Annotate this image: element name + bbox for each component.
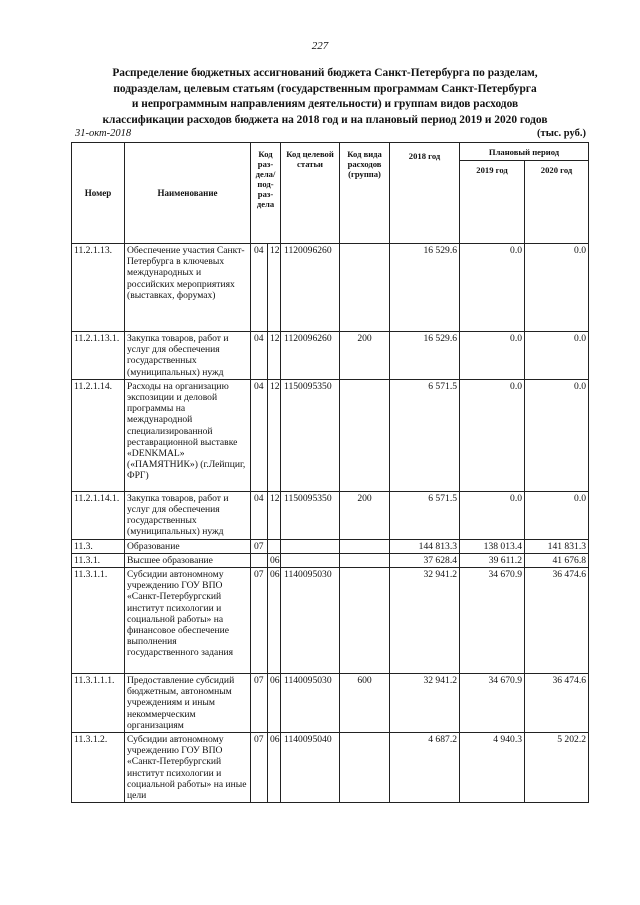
row-section-code: 04: [251, 332, 268, 380]
row-value-2020: 41 676.8: [525, 553, 589, 567]
row-value-2018: 6 571.5: [390, 491, 460, 539]
table-row: [72, 674, 589, 733]
table-row: [72, 332, 589, 380]
row-number: 11.3.1.1.1.: [72, 674, 125, 733]
row-expense-type: 200: [340, 491, 390, 539]
table-row: [72, 379, 589, 491]
table-body: [72, 244, 589, 803]
title-line: подразделам, целевым статьям (государственным программам Санкт-Петербурга: [113, 82, 537, 95]
row-number: 11.2.1.13.1.: [72, 332, 125, 380]
row-value-2019: 0.0: [460, 332, 525, 380]
row-value-2018: 16 529.6: [390, 244, 460, 332]
units-label: (тыс. руб.): [537, 128, 586, 139]
row-value-2019: 4 940.3: [460, 733, 525, 803]
row-subsection-code: 06: [268, 674, 281, 733]
header-number: Номер: [72, 143, 125, 244]
row-target-code: [281, 539, 340, 553]
row-expense-type: [340, 733, 390, 803]
row-number: 11.3.1.1.: [72, 568, 125, 674]
row-name: Расходы на организацию экспозиции и деловой программы на международной специализированной реставрационной выставке «DENKMAL» («ПАМЯТНИК») (г.Лейпциг, ФРГ): [125, 379, 251, 491]
row-value-2020: 0.0: [525, 244, 589, 332]
row-number: 11.2.1.13.: [72, 244, 125, 332]
row-target-code: 1120096260: [281, 244, 340, 332]
header-2019: 2019 год: [460, 161, 525, 244]
row-target-code: 1140095040: [281, 733, 340, 803]
header-2020: 2020 год: [525, 161, 589, 244]
row-number: 11.3.1.: [72, 553, 125, 567]
row-value-2020: 0.0: [525, 491, 589, 539]
row-subsection-code: 12: [268, 244, 281, 332]
row-name: Субсидии автономному учреждению ГОУ ВПО «Санкт-Петербургский институт психологии и социальной работы» на иные цели: [125, 733, 251, 803]
page-number: 227: [311, 40, 329, 52]
row-subsection-code: 12: [268, 332, 281, 380]
row-value-2018: 32 941.2: [390, 674, 460, 733]
budget-table: [71, 142, 589, 803]
table-row: [72, 244, 589, 332]
row-section-code: 07: [251, 539, 268, 553]
header-name: Наименование: [125, 143, 251, 244]
row-value-2020: 141 831.3: [525, 539, 589, 553]
row-expense-type: [340, 553, 390, 567]
table-row: [72, 553, 589, 567]
row-subsection-code: 12: [268, 379, 281, 491]
table-row: [72, 568, 589, 674]
row-value-2018: 6 571.5: [390, 379, 460, 491]
row-expense-type: 200: [340, 332, 390, 380]
row-expense-type: [340, 379, 390, 491]
row-value-2020: 36 474.6: [525, 568, 589, 674]
row-value-2020: 5 202.2: [525, 733, 589, 803]
row-section-code: 04: [251, 491, 268, 539]
row-section-code: 07: [251, 568, 268, 674]
document-date: 31-окт-2018: [75, 128, 132, 139]
header-planned: Плановый период: [460, 143, 589, 161]
row-value-2019: 0.0: [460, 244, 525, 332]
row-section-code: 04: [251, 244, 268, 332]
row-value-2018: 37 628.4: [390, 553, 460, 567]
row-name: Высшее образование: [125, 553, 251, 567]
row-section-code: 04: [251, 379, 268, 491]
row-number: 11.2.1.14.1.: [72, 491, 125, 539]
header-type: Код вида расходов (группа): [340, 143, 390, 244]
row-number: 11.3.: [72, 539, 125, 553]
row-subsection-code: 06: [268, 568, 281, 674]
row-name: Закупка товаров, работ и услуг для обеспечения государственных (муниципальных) нужд: [125, 491, 251, 539]
row-target-code: 1140095030: [281, 568, 340, 674]
row-target-code: 1120096260: [281, 332, 340, 380]
row-value-2018: 144 813.3: [390, 539, 460, 553]
row-subsection-code: 12: [268, 491, 281, 539]
document-title: [60, 66, 590, 128]
row-expense-type: [340, 539, 390, 553]
header-target: Код целевой статьи: [281, 143, 340, 244]
row-value-2020: 0.0: [525, 379, 589, 491]
row-value-2019: 138 013.4: [460, 539, 525, 553]
row-value-2019: 34 670.9: [460, 674, 525, 733]
row-name: Субсидии автономному учреждению ГОУ ВПО «Санкт-Петербургский институт психологии и социальной работы» на финансовое обеспечение выполнения государственного задания: [125, 568, 251, 674]
row-expense-type: [340, 568, 390, 674]
row-value-2019: 39 611.2: [460, 553, 525, 567]
row-value-2020: 0.0: [525, 332, 589, 380]
row-value-2019: 34 670.9: [460, 568, 525, 674]
row-value-2019: 0.0: [460, 491, 525, 539]
title-line: и непрограммным направлениям деятельности) и группам видов расходов: [131, 98, 519, 110]
row-subsection-code: 06: [268, 553, 281, 567]
row-value-2019: 0.0: [460, 379, 525, 491]
title-line: Распределение бюджетных ассигнований бюджета Санкт-Петербурга по разделам,: [112, 67, 538, 79]
row-name: Закупка товаров, работ и услуг для обеспечения государственных (муниципальных) нужд: [125, 332, 251, 380]
header-2018: 2018 год: [390, 143, 460, 244]
row-section-code: [251, 553, 268, 567]
row-target-code: [281, 553, 340, 567]
row-section-code: 07: [251, 674, 268, 733]
row-expense-type: 600: [340, 674, 390, 733]
row-section-code: 07: [251, 733, 268, 803]
title-line: классификации расходов бюджета на 2018 год и на плановый период 2019 и 2020 годов: [102, 113, 548, 126]
row-target-code: 1140095030: [281, 674, 340, 733]
row-name: Обеспечение участия Санкт-Петербурга в ключевых международных и российских мероприятиях (выставках, форумах): [125, 244, 251, 332]
header-section: Код раз-дела/под-раз-дела: [251, 143, 281, 244]
row-subsection-code: 06: [268, 733, 281, 803]
row-target-code: 1150095350: [281, 491, 340, 539]
row-value-2018: 32 941.2: [390, 568, 460, 674]
table-row: [72, 733, 589, 803]
table-row: [72, 539, 589, 553]
row-value-2018: 4 687.2: [390, 733, 460, 803]
table-row: [72, 491, 589, 539]
row-name: Предоставление субсидий бюджетным, автономным учреждениям и иным некоммерческим организациям: [125, 674, 251, 733]
row-subsection-code: [268, 539, 281, 553]
row-target-code: 1150095350: [281, 379, 340, 491]
row-expense-type: [340, 244, 390, 332]
row-value-2018: 16 529.6: [390, 332, 460, 380]
row-name: Образование: [125, 539, 251, 553]
row-number: 11.3.1.2.: [72, 733, 125, 803]
row-value-2020: 36 474.6: [525, 674, 589, 733]
row-number: 11.2.1.14.: [72, 379, 125, 491]
